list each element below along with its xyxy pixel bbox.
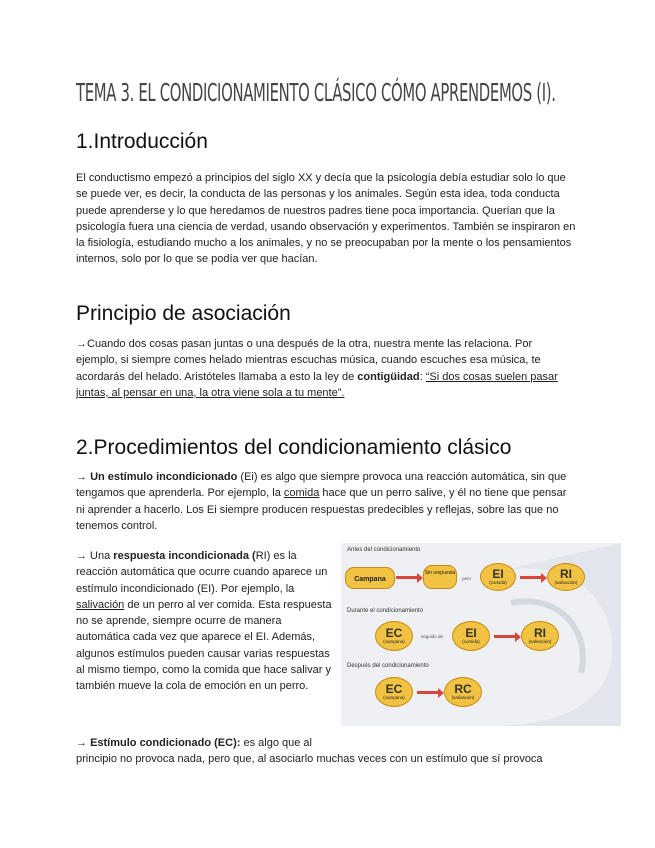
- ei-label-durante: EI: [465, 626, 477, 640]
- oval-ei-antes: [480, 563, 516, 591]
- arrow-antes-2: [520, 576, 542, 579]
- ri-text-2: de un perro al ver comida. Esta respuesta no se aprende, siempre ocurre de manera automática cada vez que aparece el EI. Además, algunos estímulos pueden causar varias respuestas al mismo tiempo, como la comida que hace salivar y también mueve la cola de emoción en un perro.: [76, 598, 332, 693]
- ri-salivacion: salivación: [76, 598, 125, 611]
- ec-arrow: →: [76, 737, 91, 749]
- ri-arrow: → Una: [76, 550, 114, 562]
- ei-text-2: hace que un perro salive, y él no tiene que pensar ni aprender a hacerlo. Los Ei siempre producen respuestas predecibles y reflejas, sobre las que no tenemos control.: [76, 487, 567, 532]
- ec-sub-durante: (campana): [383, 639, 405, 644]
- arrow-durante: [494, 635, 516, 638]
- arrow-antes-1: [396, 576, 418, 579]
- ec-label-durante: EC: [385, 626, 403, 640]
- ec-paragraph: [76, 735, 576, 768]
- asociacion-paragraph: [76, 336, 576, 401]
- ei-label-antes: EI: [492, 567, 504, 581]
- ei-comida: comida: [283, 487, 320, 500]
- rc-label-despues: RC: [454, 682, 472, 696]
- ei-arrow: →: [76, 471, 91, 483]
- oval-ri-antes: [547, 563, 585, 591]
- ri-label-durante: RI: [534, 626, 546, 640]
- ei-text-1: (Ei) es algo que siempre provoca una reacción automática, sin que tengamos que aprenderla. Por ejemplo, la: [76, 471, 567, 500]
- ri-label-antes: RI: [560, 567, 572, 581]
- section-heading-asociacion: Principio de asociación: [76, 302, 291, 325]
- ec-sub-despues: (campana): [383, 695, 405, 700]
- ec-text-1: es algo que al: [240, 737, 312, 749]
- oval-ri-durante: [521, 621, 559, 651]
- arrow-despues: [417, 691, 439, 694]
- ri-sub-antes: (salivación): [554, 580, 578, 585]
- ei-paragraph: [76, 469, 576, 534]
- label-durante: Durante el condicionamiento: [347, 608, 424, 614]
- ri-paragraph: [76, 548, 338, 695]
- ei-sub-durante: (comida): [462, 639, 480, 644]
- ri-sub-durante: (salivación): [528, 639, 552, 644]
- ec-text-2: principio no provoca nada, pero que, al asociarlo muchas veces con un estímulo que sí provoca: [76, 753, 543, 766]
- section-heading-procedimientos: 2.Procedimientos del condicionamiento clásico: [76, 436, 512, 459]
- conditioning-diagram: [341, 543, 621, 726]
- asociacion-text-1: →Cuando dos cosas pasan juntas o una después de la otra, nuestra mente las relaciona. Por ejemplo, si siempre comes helado mientras escuchas música, cuando escuches esa música, te acordarás del helado. Aristóteles llamaba a esto la ley de: [76, 338, 541, 383]
- oval-ec-durante: [375, 621, 413, 651]
- intro-paragraph: El conductismo empezó a principios del siglo XX y decía que la psicología debía estudiar solo lo que se puede ver, es decir, la conducta de las personas y los animales. Según esta idea, toda conducta puede aprenderse y lo que heredamos de nuestros padres tiene poca importancia. Querían que la psicología fuera una ciencia de verdad, usando observación y experimentos. También se inspiraron en la fisiología, estudiando mucho a los animales, y no se preocupaban por la mente o los pensamientos internos, solo por lo que se podía ver que hacían.: [76, 172, 576, 266]
- ei-sub-antes: (comida): [489, 580, 507, 585]
- ri-text-1: RI) es la reacción automática que ocurre cuando aparece un estímulo incondicionado (EI). Por ejemplo, la: [76, 550, 328, 595]
- ec-label-despues: EC: [385, 682, 403, 696]
- asociacion-text-2: :: [419, 370, 426, 383]
- section-heading-introduccion: 1.Introducción: [76, 130, 208, 153]
- document-title: TEMA 3. EL CONDICIONAMIENTO CLÁSICO CÓMO APRENDEMOS (I).: [76, 78, 556, 107]
- rc-sub-despues: (salivación): [451, 695, 475, 700]
- campana-label-antes: Campana: [354, 576, 386, 583]
- label-despues: Después del condicionamiento: [347, 663, 429, 669]
- ei-term: Un estímulo incondicionado: [90, 471, 238, 483]
- oval-rc-despues: [444, 677, 482, 707]
- oval-ei-durante: [452, 621, 490, 651]
- ri-term: respuesta incondicionada (: [113, 550, 256, 562]
- asociacion-quote: “Si dos cosas suelen pasar juntas, al pensar en una, la otra viene sola a tu mente”.: [76, 370, 558, 399]
- sin-respuesta-label: Sin respuesta: [424, 570, 456, 576]
- oval-campana-antes: [345, 567, 395, 589]
- label-antes: Antes del condicionamiento: [347, 547, 421, 553]
- contiguidad-term: contigüidad: [357, 370, 420, 383]
- conn-seguido-de: seguido de: [421, 634, 444, 639]
- oval-sin-respuesta: [423, 565, 457, 589]
- conn-pero: pero: [462, 576, 472, 581]
- oval-ec-despues: [375, 677, 413, 707]
- ec-term: Estímulo condicionado (EC):: [90, 737, 241, 749]
